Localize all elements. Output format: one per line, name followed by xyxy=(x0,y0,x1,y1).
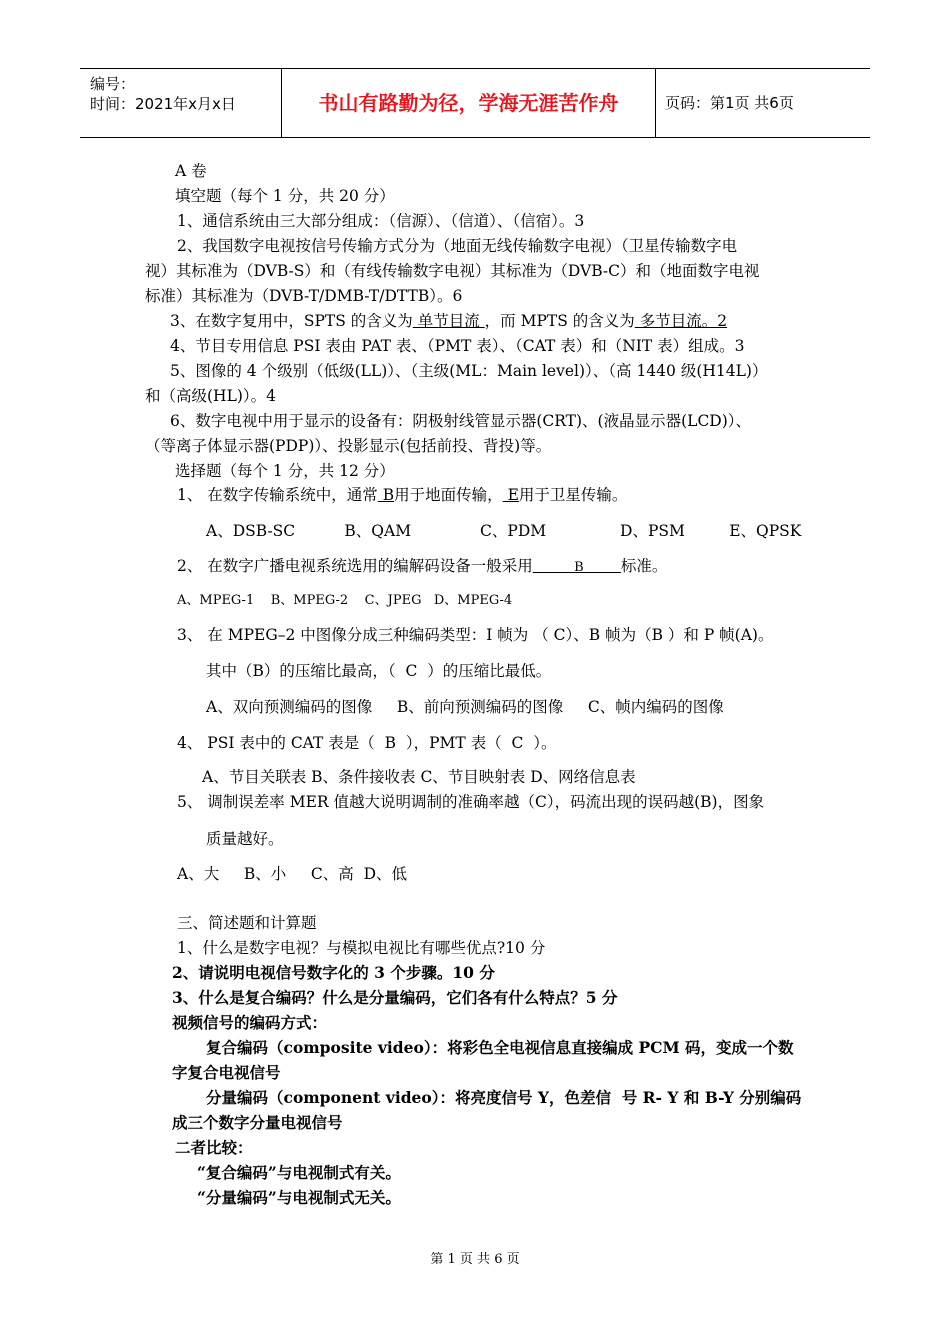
fill-q2-line1: 2、我国数字电视按信号传输方式分为（地面无线传输数字电视）（卫星传输数字电 xyxy=(177,237,738,255)
choice-q1-options: A、DSB-SC B、QAM C、PDM D、PSM E、QPSK xyxy=(206,522,802,540)
fill-q3 xyxy=(170,311,727,331)
composite-line2: 字复合电视信号 xyxy=(172,1063,281,1082)
encoding-heading: 视频信号的编码方式： xyxy=(172,1013,328,1032)
choice-q3-line2: 其中（B）的压缩比最高，（ C ）的压缩比最低。 xyxy=(206,662,552,680)
choice-q5-options: A、大 B、小 C、高 D、低 xyxy=(177,865,407,883)
choice-q2-end: 标准。 xyxy=(620,557,668,575)
essay-q1: 1、什么是数字电视？与模拟电视比有哪些优点?10 分 xyxy=(177,939,546,957)
motto: 书山有路勤为径，学海无涯苦作舟 xyxy=(318,91,619,115)
choice-q4-options: A、节目关联表 B、条件接收表 C、节目映射表 D、网络信息表 xyxy=(202,768,636,786)
fill-q3-text: 3、在数字复用中，SPTS 的含义为 xyxy=(170,312,413,330)
fill-q3-blank2: 多节目流。2 xyxy=(634,312,728,330)
choice-q2 xyxy=(177,556,667,578)
header-motto-cell xyxy=(281,69,656,137)
fill-q3-blank1: 单节目流 xyxy=(412,312,485,330)
fill-q6-line2: （等离子体显示器(PDP)）、投影显示(包括前投、背投)等。 xyxy=(145,437,552,455)
choice-heading: 选择题（每个 1 分，共 12 分） xyxy=(175,462,395,480)
header-page-cell xyxy=(656,69,870,137)
page-info: 页码：第1页 共6页 xyxy=(665,94,794,112)
fill-q6-line1: 6、数字电视中用于显示的设备有：阴极射线管显示器(CRT)、(液晶显示器(LCD)）、 xyxy=(170,412,752,430)
section-3-heading: 三、简述题和计算题 xyxy=(177,914,317,932)
choice-q5-line2: 质量越好。 xyxy=(206,830,284,848)
fill-in-heading: 填空题（每个 1 分，共 20 分） xyxy=(175,187,395,205)
fill-q2-line3: 标准）其标准为（DVB-T/DMB-T/DTTB）。6 xyxy=(145,287,463,305)
composite-line1: 复合编码（composite video）：将彩色全电视信息直接编成 PCM 码，变成一个数 xyxy=(206,1038,794,1057)
choice-q1-mid: 用于地面传输， xyxy=(394,486,503,504)
component-line2: 成三个数字分量电视信号 xyxy=(172,1113,343,1132)
choice-q2-options: A、MPEG-1 B、MPEG-2 C、JPEG D、MPEG-4 xyxy=(177,593,513,608)
choice-q1-blank1: B xyxy=(377,486,395,504)
essay-q3: 3、什么是复合编码？什么是分量编码，它们各有什么特点？5 分 xyxy=(172,988,618,1007)
choice-q2-text: 2、 在数字广播电视系统选用的编解码设备一般采用 xyxy=(177,557,533,575)
comparison-1: “复合编码”与电视制式有关。 xyxy=(197,1163,401,1182)
fill-q5-line2: 和（高级(HL)）。4 xyxy=(145,387,277,405)
fill-q4: 4、节目专用信息 PSI 表由 PAT 表、（PMT 表）、（CAT 表）和（NIT 表）组成。3 xyxy=(170,337,745,355)
fill-q3-mid: ，而 MPTS 的含义为 xyxy=(484,312,635,330)
section-a-title: A 卷 xyxy=(175,162,207,180)
choice-q3-options: A、双向预测编码的图像 B、前向预测编码的图像 C、帧内编码的图像 xyxy=(206,698,724,716)
choice-q1 xyxy=(177,485,627,505)
fill-q2-line2: 视）其标准为（DVB-S）和（有线传输数字电视）其标准为（DVB-C）和（地面数字电视 xyxy=(145,262,760,280)
fill-q1: 1、通信系统由三大部分组成：（信源）、（信道）、（信宿）。3 xyxy=(177,212,585,230)
page-header xyxy=(80,68,870,138)
page-footer: 第 1 页 共 6 页 xyxy=(430,1252,520,1267)
component-line1: 分量编码（component video）：将亮度信号 Y，色差信 号 R- Y 和 B-Y 分别编码 xyxy=(206,1088,802,1107)
comparison-2: “分量编码”与电视制式无关。 xyxy=(197,1188,401,1207)
choice-q1-end: 用于卫星传输。 xyxy=(518,486,628,504)
date-label: 时间：2021年x月x日 xyxy=(90,95,236,113)
fill-q5-line1: 5、图像的 4 个级别（低级(LL)）、（主级(ML：Main level)）、（高 1440 级(H14L)） xyxy=(170,362,768,380)
header-meta xyxy=(80,69,281,137)
choice-q1-blank2: E xyxy=(502,486,519,504)
choice-q2-blank: B xyxy=(532,560,621,575)
choice-q5-line1: 5、 调制误差率 MER 值越大说明调制的准确率越（C），码流出现的误码越(B)，图象 xyxy=(177,793,765,811)
choice-q1-text: 1、 在数字传输系统中，通常 xyxy=(177,486,378,504)
number-label: 编号： xyxy=(90,75,136,93)
choice-q4: 4、 PSI 表中的 CAT 表是（ B ），PMT 表（ C ）。 xyxy=(177,734,557,752)
essay-q2: 2、请说明电视信号数字化的 3 个步骤。10 分 xyxy=(172,963,495,982)
comparison-heading: 二者比较： xyxy=(175,1138,253,1157)
choice-q3-line1: 3、 在 MPEG–2 中图像分成三种编码类型：I 帧为 （ C）、B 帧为（B ）和 P 帧(A)。 xyxy=(177,626,774,644)
